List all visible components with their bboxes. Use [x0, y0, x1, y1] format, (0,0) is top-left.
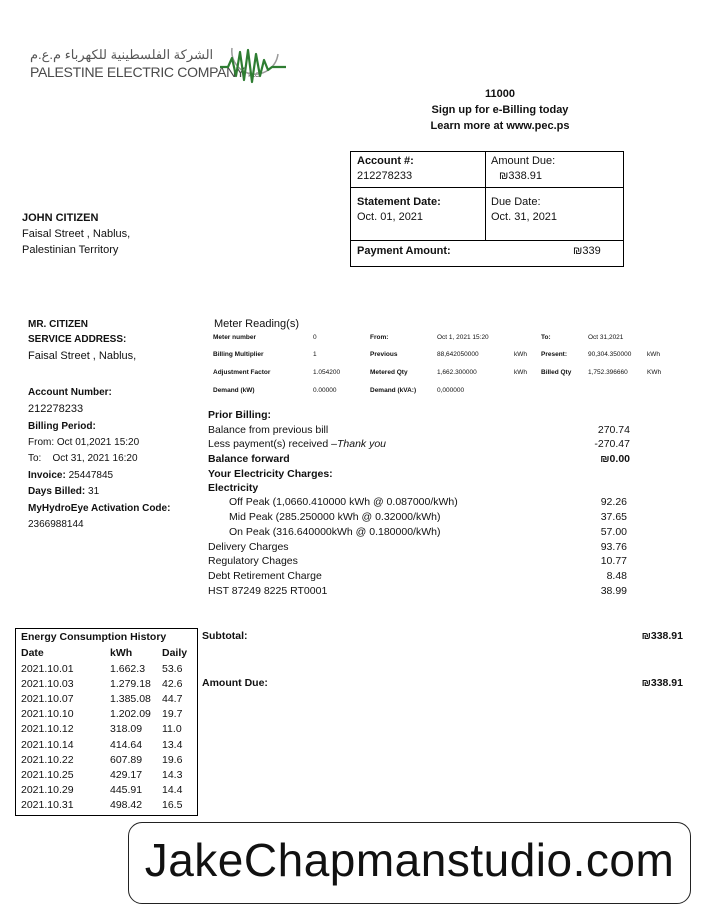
billed-qty-label: Billed Qty	[541, 369, 572, 376]
demand-kva-value: 0,000000	[437, 387, 465, 394]
billing-multiplier-label: Billing Multiplier	[213, 351, 264, 358]
divider-horizontal	[351, 187, 623, 188]
present-unit: kWh	[647, 351, 660, 358]
promo-block	[360, 86, 640, 134]
history-cell-daily: 53.6	[162, 663, 183, 675]
subtotal-label: Subtotal:	[202, 630, 248, 642]
previous-label: Previous	[370, 351, 398, 358]
history-cell-kwh: 318.09	[110, 723, 143, 736]
company-name-text: PALESTINE ELECTRIC COMPANY	[30, 64, 245, 80]
history-title: Energy Consumption History	[21, 631, 167, 643]
billed-qty-unit: KWh	[647, 369, 662, 376]
payment-amount-label: Payment Amount:	[357, 245, 451, 257]
your-charges-title: Your Electricity Charges:	[208, 468, 333, 480]
history-cell-daily: 19.6	[162, 753, 183, 766]
history-col-daily: Daily	[162, 647, 188, 659]
customer-address-line-2: Palestinian Territory	[22, 244, 119, 256]
divider-horizontal	[351, 240, 623, 241]
billing-multiplier-value: 1	[313, 351, 317, 358]
due-date-value: Oct. 31, 2021	[491, 211, 558, 223]
balance-forward-label: Balance forward	[208, 453, 290, 465]
history-cell-daily: 14.4	[162, 783, 183, 796]
balance-previous-value: 270.74	[597, 424, 630, 436]
promo-line-1: Sign up for e-Billing today	[431, 104, 569, 116]
customer-address-block	[22, 210, 130, 258]
history-cell-date: 2021.10.25	[21, 768, 74, 781]
billing-to-value: Oct 31, 2021 16:20	[52, 453, 138, 464]
days-billed	[28, 486, 99, 497]
history-cell-date: 2021.10.31	[21, 798, 74, 811]
history-cell-kwh: 445.91	[110, 783, 143, 796]
service-address-value: Faisal Street , Nablus,	[28, 350, 137, 362]
history-cell-date: 2021.10.22	[21, 753, 74, 766]
regulatory-charges-value: 10.77	[600, 555, 627, 567]
account-summary-box	[350, 151, 624, 267]
history-cell-date: 2021.10.12	[21, 723, 74, 736]
service-address-label: SERVICE ADDRESS:	[28, 334, 127, 345]
billing-from	[28, 437, 139, 448]
meter-number-label: Meter number	[213, 334, 256, 341]
hst-label: HST 87249 8225 RT0001	[208, 585, 328, 597]
demand-kva-label: Demand (kVA:)	[370, 387, 417, 394]
history-cell-kwh: 498.42	[110, 798, 143, 811]
energy-history-table	[15, 628, 198, 816]
metered-qty-label: Metered Qty	[370, 369, 408, 376]
history-cell-kwh: 1.202.09	[110, 708, 151, 721]
history-cell-daily: 14.3	[162, 768, 183, 781]
history-cell-daily: 19.7	[162, 708, 183, 721]
hst-value: 38.99	[600, 585, 627, 597]
account-number-label: Account Number:	[28, 387, 112, 398]
account-value: 212278233	[357, 170, 413, 182]
billing-from-label: From:	[28, 437, 55, 448]
promo-line-2: Learn more at www.pec.ps	[430, 120, 570, 132]
less-payment-text: Less payment(s) received –	[208, 438, 337, 450]
history-cell-kwh: 607.89	[110, 753, 143, 766]
charge-item-label: On Peak (316.640000kWh @ 0.180000/kWh)	[229, 526, 441, 538]
subtotal-value: ₪338.91	[641, 630, 683, 642]
billing-to	[28, 453, 138, 464]
invoice-value: 25447845	[68, 470, 114, 481]
history-cell-date: 2021.10.03	[21, 678, 74, 691]
adjustment-factor-value: 1.054200	[313, 369, 341, 376]
history-cell-daily: 16.5	[162, 798, 183, 811]
amount-due-value: ₪338.91	[499, 170, 542, 182]
delivery-charges-label: Delivery Charges	[208, 541, 289, 553]
regulatory-charges-label: Regulatory Chages	[208, 555, 298, 567]
payment-amount-value: ₪339	[573, 245, 601, 257]
hydro-code-value: 2366988144	[28, 519, 84, 530]
balance-forward-value: ₪0.00	[600, 453, 630, 465]
charge-item-value: 57.00	[600, 526, 627, 538]
meter-number-value: 0	[313, 334, 317, 341]
billing-from-value: Oct 01,2021 15:20	[56, 437, 140, 448]
company-logo-wave-icon	[218, 40, 288, 90]
billing-period-label: Billing Period:	[28, 421, 96, 432]
less-payment-thanks: Thank you	[336, 438, 387, 450]
charge-item-value: 92.26	[600, 496, 627, 508]
less-payment-value: -270.47	[594, 438, 630, 450]
previous-unit: kWh	[514, 351, 527, 358]
invoice-label: Invoice:	[28, 470, 66, 481]
history-cell-daily: 11.0	[162, 723, 182, 736]
debt-retirement-label: Debt Retirement Charge	[208, 570, 322, 582]
debt-retirement-value: 8.48	[606, 570, 627, 582]
history-cell-kwh: 1.662.3	[110, 663, 146, 675]
billed-qty-value: 1,752.396660	[588, 369, 628, 376]
history-cell-date: 2021.10.14	[21, 738, 74, 751]
billing-to-label: To:	[28, 453, 42, 464]
history-cell-date: 2021.10.29	[21, 783, 74, 796]
promo-code: 11000	[485, 88, 515, 100]
present-value: 90,304.350000	[588, 351, 632, 358]
customer-name: JOHN CITIZEN	[22, 212, 99, 224]
metered-qty-unit: kWh	[514, 369, 527, 376]
charge-item-value: 37.65	[600, 511, 627, 523]
due-date-label: Due Date:	[491, 196, 541, 208]
service-name: MR. CITIZEN	[28, 319, 88, 330]
customer-address-line-1: Faisal Street , Nablus,	[22, 228, 131, 240]
days-billed-label: Days Billed:	[28, 486, 86, 497]
history-cell-daily: 44.7	[162, 693, 183, 706]
demand-kw-value: 0.00000	[313, 387, 337, 394]
statement-date-label: Statement Date:	[357, 196, 441, 208]
amount-due-label: Amount Due:	[491, 155, 556, 167]
history-cell-kwh: 429.17	[110, 768, 143, 781]
delivery-charges-value: 93.76	[600, 541, 627, 553]
history-cell-date: 2021.10.10	[21, 708, 74, 721]
charge-item-label: Mid Peak (285.250000 kWh @ 0.32000/kWh)	[229, 511, 441, 523]
history-cell-daily: 13.4	[162, 738, 183, 751]
charge-item-label: Off Peak (1,0660.410000 kWh @ 0.087000/kWh)	[229, 496, 458, 508]
invoice	[28, 470, 113, 481]
watermark-text: JakeChapmanstudio.com	[144, 834, 675, 886]
history-cell-date: 2021.10.07	[21, 693, 74, 706]
account-label: Account #:	[357, 155, 414, 167]
watermark-banner	[128, 822, 691, 904]
account-number-value: 212278233	[28, 403, 84, 415]
statement-date-value: Oct. 01, 2021	[357, 211, 424, 223]
meter-to-value: Oct 31,2021	[588, 334, 624, 341]
history-cell-kwh: 1.385.08	[110, 693, 151, 706]
prior-billing-title: Prior Billing:	[208, 409, 271, 421]
history-col-kwh: kWh	[110, 647, 133, 659]
history-cell-daily: 42.6	[162, 678, 183, 691]
present-label: Present:	[541, 351, 568, 358]
history-cell-kwh: 414.64	[110, 738, 143, 751]
company-name-arabic: الشركة الفلسطينية للكهرباء م.ع.م	[30, 47, 214, 62]
adjustment-factor-label: Adjustment Factor	[213, 369, 271, 376]
amount-due-total-label: Amount Due:	[202, 677, 268, 689]
history-cell-kwh: 1.279.18	[110, 678, 151, 691]
divider-vertical	[485, 152, 486, 240]
electricity-title: Electricity	[208, 482, 259, 494]
less-payment-label	[208, 438, 386, 450]
hydro-code-label: MyHydroEye Activation Code:	[28, 503, 171, 514]
meter-from-value: Oct 1, 2021 15:20	[437, 334, 489, 341]
days-billed-value: 31	[88, 486, 100, 497]
demand-kw-label: Demand (kW)	[213, 387, 255, 394]
history-col-date: Date	[21, 647, 44, 659]
metered-qty-value: 1,662.300000	[437, 369, 477, 376]
meter-from-label: From:	[370, 334, 389, 341]
amount-due-total-value: ₪338.91	[641, 677, 683, 689]
previous-value: 88,642050000	[437, 351, 479, 358]
meter-title: Meter Reading(s)	[214, 318, 299, 330]
company-plc: PLC	[248, 73, 260, 79]
balance-previous-label: Balance from previous bill	[208, 424, 329, 436]
history-cell-date: 2021.10.01	[21, 663, 74, 675]
meter-to-label: To:	[541, 334, 551, 341]
